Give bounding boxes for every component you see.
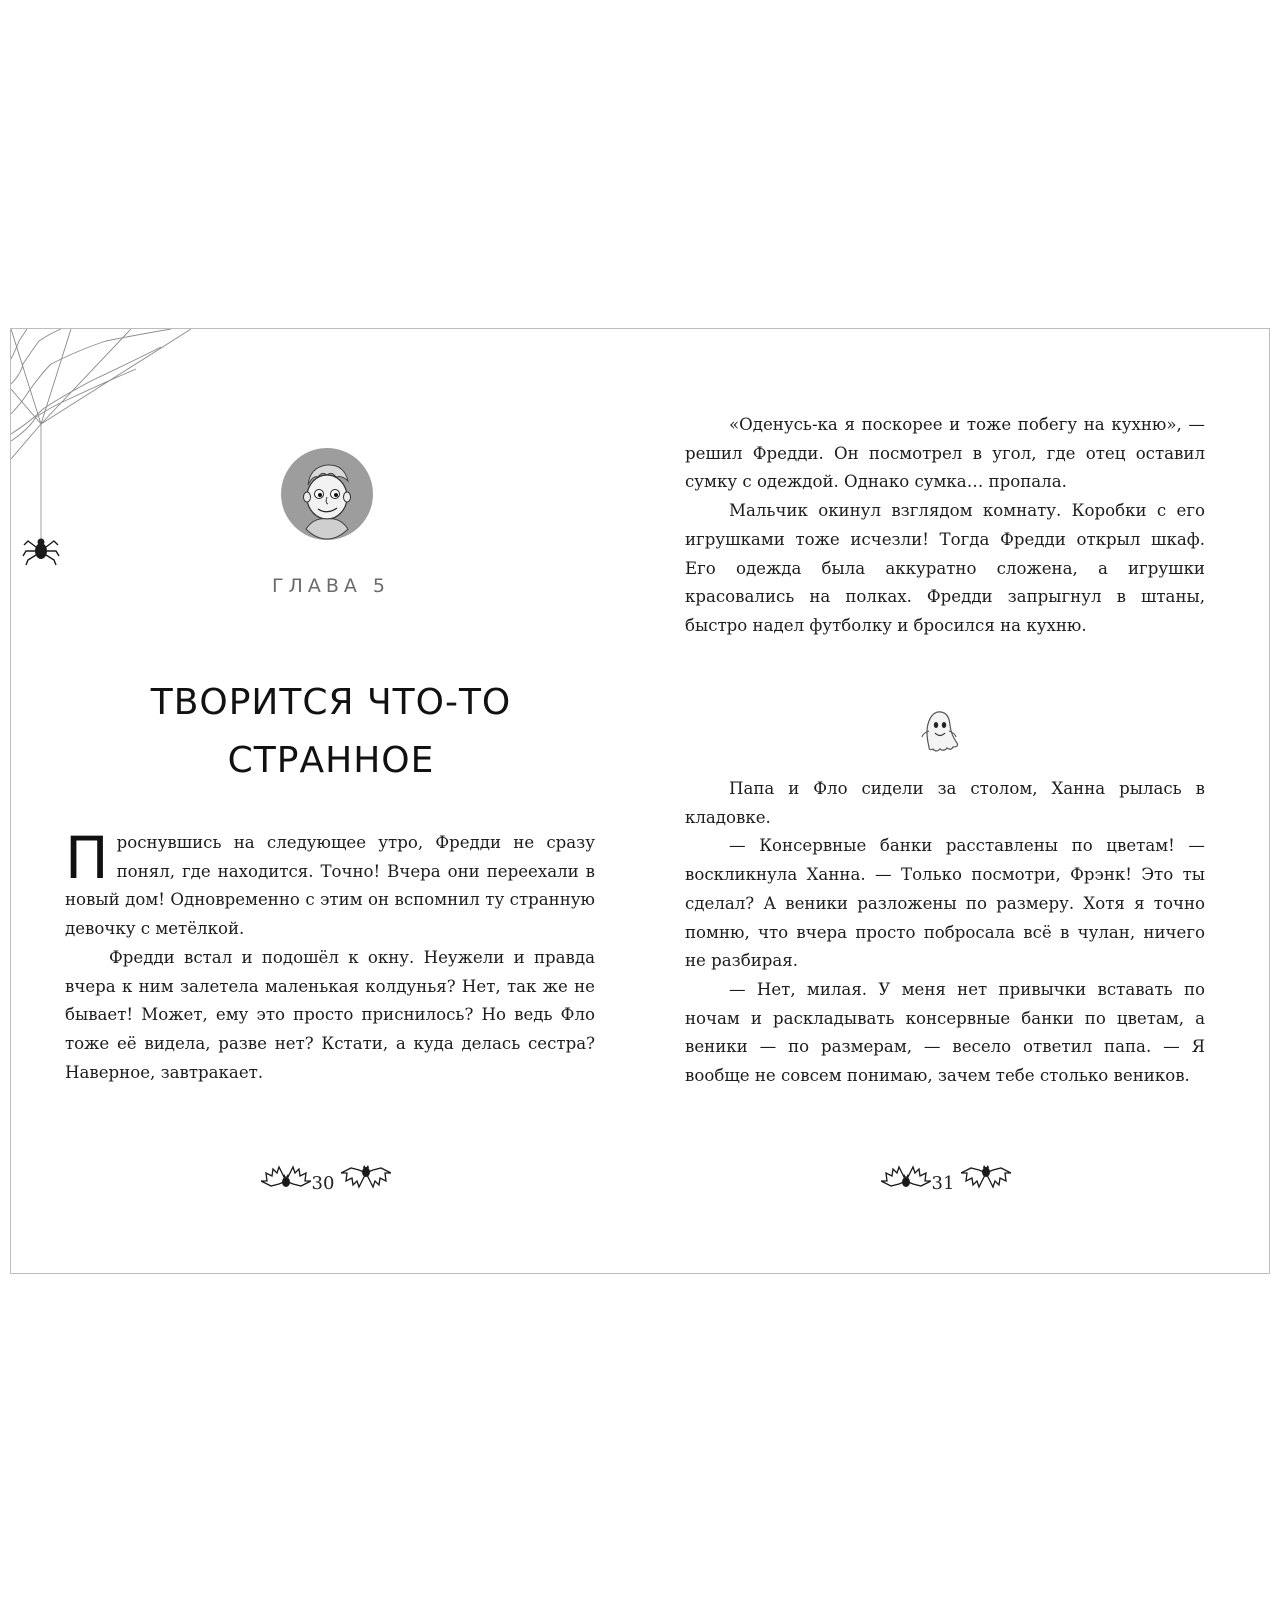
left-body-text — [65, 824, 595, 1087]
bat-icon — [341, 1159, 391, 1195]
right-body-text-bottom — [685, 775, 1205, 1091]
page-number-footer — [881, 1159, 1021, 1199]
chapter-title-line-1: ТВОРИТСЯ ЧТО-ТО — [150, 682, 512, 723]
paragraph: Мальчик окинул взглядом комнату. Коробки с его игрушками тоже исчезли! Тогда Фредди открыл шкаф. Его одежда была аккуратно сложена, а игрушки красовались на полках. Фредди запрыгнул в штаны, быстро надел футболку и бросился на кухню. — [685, 501, 1205, 635]
cobweb-icon — [11, 329, 201, 591]
paragraph — [65, 824, 595, 944]
paragraph-text: роснувшись на следующее утро, Фредди не сразу понял, где находится. Точно! Вчера они переехали в новый дом! Одновременно с этим он вспомнил ту странную девочку с метёлкой. — [65, 833, 595, 939]
right-body-text-top — [685, 411, 1205, 641]
spider-icon — [23, 539, 59, 566]
dropcap: П — [65, 824, 109, 892]
book-spread — [10, 328, 1270, 1274]
ghost-icon — [917, 707, 961, 755]
chapter-title-line-2: СТРАННОЕ — [227, 740, 435, 781]
boy-portrait-icon — [280, 447, 374, 541]
paragraph: «Оденусь-ка я поскорее и тоже побегу на кухню», — решил Фредди. Он посмотрел в угол, где отец оставил сумку с одеждой. Однако сумка… пропала. — [685, 415, 1205, 492]
chapter-title — [81, 674, 581, 790]
bat-icon — [961, 1159, 1011, 1195]
paragraph: Папа и Фло сидели за столом, Ханна рылась в кладовке. — [685, 779, 1205, 827]
paragraph: — Нет, милая. У меня нет привычки вставать по ночам и раскладывать консервные банки по цветам, а веники — по размерам, — весело ответил папа. — Я вообще не совсем понимаю, зачем тебе столько веников. — [685, 979, 1205, 1086]
page-number: 31 — [931, 1173, 955, 1194]
right-page — [641, 329, 1271, 1273]
page-number-footer — [261, 1159, 401, 1199]
paragraph: Фредди встал и подошёл к окну. Неужели и правда вчера к ним залетела маленькая колдунья? Нет, так же не бывает! Может, ему это просто приснилось? Но ведь Фло тоже её видела, разве нет? Кстати, а куда делась сестра? Наверное, завтракает. — [65, 947, 595, 1082]
left-page — [11, 329, 641, 1273]
page-number: 30 — [311, 1173, 335, 1194]
paragraph: — Консервные банки расставлены по цветам! — воскликнула Ханна. — Только посмотри, Фрэнк! Это ты сделал? А веники разложены по размеру. Хотя я точно помню, что вчера просто побросала всё в чулан, ничего не разбирая. — [685, 836, 1205, 971]
chapter-label: ГЛАВА 5 — [271, 575, 391, 597]
